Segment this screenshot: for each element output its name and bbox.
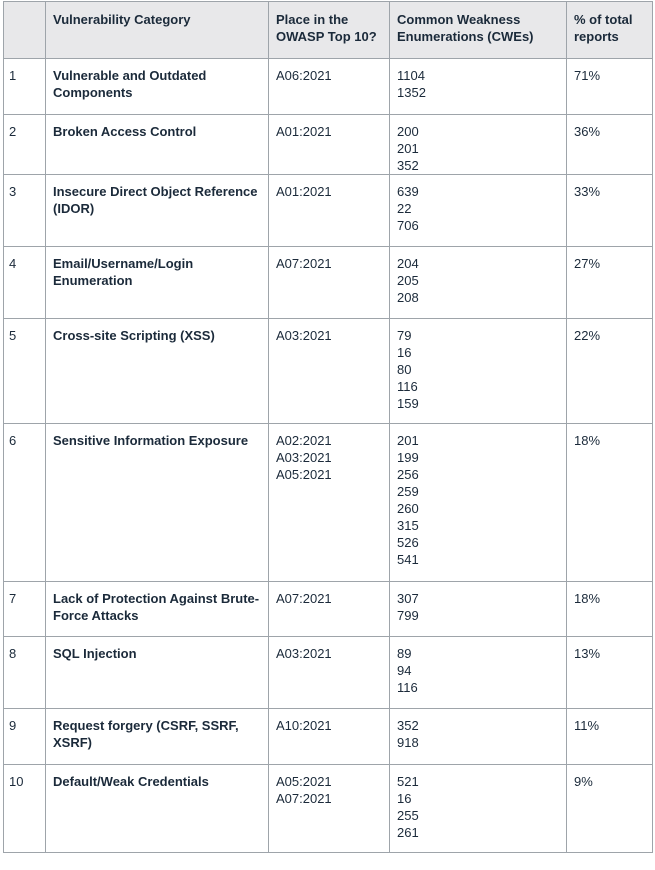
cwe-id: 116 bbox=[397, 680, 418, 695]
row-index: 1 bbox=[9, 68, 17, 83]
cwe-list-cell bbox=[390, 709, 567, 765]
table-row bbox=[4, 115, 653, 175]
owasp-code: A07:2021 bbox=[276, 591, 332, 606]
row-index: 10 bbox=[9, 774, 24, 789]
percent-reports-cell bbox=[567, 319, 653, 424]
percent-value: 13% bbox=[574, 646, 601, 661]
category-name-cont: Enumeration bbox=[53, 273, 133, 288]
category-name-cont: Components bbox=[53, 85, 133, 100]
cwe-id: 116 bbox=[397, 379, 418, 394]
table-row bbox=[4, 175, 653, 247]
owasp-code: A01:2021 bbox=[276, 124, 332, 139]
row-index: 5 bbox=[9, 328, 17, 343]
cwe-id: 918 bbox=[397, 735, 419, 750]
header-index bbox=[4, 2, 46, 59]
header-owasp-place bbox=[269, 2, 390, 59]
owasp-code: A07:2021 bbox=[276, 256, 332, 271]
cwe-id: 521 bbox=[397, 774, 419, 789]
cwe-id: 255 bbox=[397, 808, 419, 823]
category-name-cont: (IDOR) bbox=[53, 201, 95, 216]
percent-value: 11% bbox=[574, 718, 600, 733]
owasp-code: A06:2021 bbox=[276, 68, 332, 83]
percent-value: 71% bbox=[574, 68, 601, 83]
cwe-id: 706 bbox=[397, 218, 419, 233]
cwe-id: 204 bbox=[397, 256, 419, 271]
vulnerability-category-cell bbox=[46, 59, 269, 115]
row-index-cell bbox=[4, 115, 46, 175]
table-header-row bbox=[4, 2, 653, 59]
row-index: 6 bbox=[9, 433, 17, 448]
header-cwe-line1: Common Weakness bbox=[397, 12, 521, 27]
header-owasp-line1: Place in the bbox=[276, 12, 349, 27]
cwe-id: 541 bbox=[397, 552, 419, 567]
row-index: 8 bbox=[9, 646, 17, 661]
vulnerability-category-cell bbox=[46, 709, 269, 765]
owasp-place-cell bbox=[269, 765, 390, 853]
cwe-id: 201 bbox=[397, 433, 419, 448]
header-owasp-line2: OWASP Top 10? bbox=[276, 29, 377, 44]
row-index: 7 bbox=[9, 591, 17, 606]
cwe-list-cell bbox=[390, 582, 567, 637]
cwe-id: 79 bbox=[397, 328, 412, 343]
table-row bbox=[4, 637, 653, 709]
percent-reports-cell bbox=[567, 115, 653, 175]
cwe-list-cell bbox=[390, 247, 567, 319]
vulnerability-category-cell bbox=[46, 424, 269, 582]
percent-reports-cell bbox=[567, 709, 653, 765]
cwe-id: 526 bbox=[397, 535, 419, 550]
row-index-cell bbox=[4, 424, 46, 582]
percent-value: 18% bbox=[574, 433, 601, 448]
owasp-place-cell bbox=[269, 424, 390, 582]
cwe-id: 159 bbox=[397, 396, 419, 411]
row-index-cell bbox=[4, 319, 46, 424]
cwe-id: 16 bbox=[397, 791, 412, 806]
owasp-place-cell bbox=[269, 115, 390, 175]
owasp-place-cell bbox=[269, 175, 390, 247]
table-row bbox=[4, 247, 653, 319]
category-name-cont: Force Attacks bbox=[53, 608, 139, 623]
cwe-id: 639 bbox=[397, 184, 419, 199]
header-pct-line2: reports bbox=[574, 29, 619, 44]
percent-reports-cell bbox=[567, 424, 653, 582]
category-name: Email/Username/Login bbox=[53, 256, 194, 271]
owasp-code: A05:2021 bbox=[276, 774, 332, 789]
owasp-code: A03:2021 bbox=[276, 450, 332, 465]
cwe-id: 16 bbox=[397, 345, 412, 360]
row-index-cell bbox=[4, 582, 46, 637]
percent-value: 18% bbox=[574, 591, 601, 606]
category-name: Insecure Direct Object Reference bbox=[53, 184, 258, 199]
cwe-list-cell bbox=[390, 637, 567, 709]
row-index-cell bbox=[4, 709, 46, 765]
cwe-list-cell bbox=[390, 175, 567, 247]
cwe-id: 94 bbox=[397, 663, 412, 678]
owasp-place-cell bbox=[269, 582, 390, 637]
table-row bbox=[4, 59, 653, 115]
cwe-id: 80 bbox=[397, 362, 412, 377]
table-row bbox=[4, 424, 653, 582]
vulnerability-category-cell bbox=[46, 319, 269, 424]
cwe-list-cell bbox=[390, 115, 567, 175]
header-vulnerability-category bbox=[46, 2, 269, 59]
vulnerability-category-cell bbox=[46, 247, 269, 319]
owasp-code: A10:2021 bbox=[276, 718, 332, 733]
category-name: Sensitive Information Exposure bbox=[53, 433, 249, 448]
row-index-cell bbox=[4, 765, 46, 853]
owasp-place-cell bbox=[269, 247, 390, 319]
cwe-id: 1352 bbox=[397, 85, 426, 100]
header-percent-reports bbox=[567, 2, 653, 59]
cwe-id: 1104 bbox=[397, 68, 425, 83]
table-body bbox=[4, 59, 653, 853]
percent-value: 27% bbox=[574, 256, 601, 271]
percent-value: 36% bbox=[574, 124, 601, 139]
category-name: Broken Access Control bbox=[53, 124, 197, 139]
cwe-id: 799 bbox=[397, 608, 419, 623]
percent-reports-cell bbox=[567, 765, 653, 853]
cwe-id: 89 bbox=[397, 646, 412, 661]
percent-value: 33% bbox=[574, 184, 601, 199]
cwe-id: 260 bbox=[397, 501, 419, 516]
table-row bbox=[4, 765, 653, 853]
cwe-id: 208 bbox=[397, 290, 419, 305]
cwe-id: 200 bbox=[397, 124, 419, 139]
header-pct-line1: % of total bbox=[574, 12, 633, 27]
cwe-id: 315 bbox=[397, 518, 419, 533]
cwe-id: 259 bbox=[397, 484, 419, 499]
category-name-cont: XSRF) bbox=[53, 735, 92, 750]
vulnerability-table bbox=[3, 1, 653, 853]
owasp-place-cell bbox=[269, 637, 390, 709]
cwe-id: 261 bbox=[397, 825, 419, 840]
category-name: Lack of Protection Against Brute- bbox=[53, 591, 260, 606]
owasp-code: A01:2021 bbox=[276, 184, 332, 199]
row-index-cell bbox=[4, 59, 46, 115]
category-name: Default/Weak Credentials bbox=[53, 774, 209, 789]
cwe-id: 352 bbox=[397, 158, 419, 173]
table-row bbox=[4, 582, 653, 637]
header-cwe-line2: Enumerations (CWEs) bbox=[397, 29, 534, 44]
cwe-list-cell bbox=[390, 59, 567, 115]
category-name: SQL Injection bbox=[53, 646, 137, 661]
owasp-code: A02:2021 bbox=[276, 433, 332, 448]
cwe-list-cell bbox=[390, 319, 567, 424]
cwe-id: 352 bbox=[397, 718, 419, 733]
percent-value: 9% bbox=[574, 774, 593, 789]
vulnerability-category-cell bbox=[46, 115, 269, 175]
cwe-id: 307 bbox=[397, 591, 419, 606]
cwe-id: 199 bbox=[397, 450, 419, 465]
row-index-cell bbox=[4, 175, 46, 247]
owasp-place-cell bbox=[269, 319, 390, 424]
row-index: 2 bbox=[9, 124, 17, 139]
category-name: Vulnerable and Outdated bbox=[53, 68, 207, 83]
owasp-code: A03:2021 bbox=[276, 328, 332, 343]
percent-value: 22% bbox=[574, 328, 601, 343]
cwe-id: 256 bbox=[397, 467, 419, 482]
owasp-place-cell bbox=[269, 709, 390, 765]
row-index: 3 bbox=[9, 184, 17, 199]
cwe-id: 201 bbox=[397, 141, 419, 156]
vulnerability-category-cell bbox=[46, 765, 269, 853]
category-name: Request forgery (CSRF, SSRF, bbox=[53, 718, 239, 733]
header-category-label: Vulnerability Category bbox=[53, 12, 191, 27]
percent-reports-cell bbox=[567, 175, 653, 247]
table-row bbox=[4, 709, 653, 765]
cwe-id: 205 bbox=[397, 273, 419, 288]
vulnerability-category-cell bbox=[46, 175, 269, 247]
header-cwes bbox=[390, 2, 567, 59]
owasp-code: A07:2021 bbox=[276, 791, 332, 806]
row-index-cell bbox=[4, 637, 46, 709]
cwe-list-cell bbox=[390, 424, 567, 582]
vulnerability-category-cell bbox=[46, 637, 269, 709]
percent-reports-cell bbox=[567, 247, 653, 319]
owasp-place-cell bbox=[269, 59, 390, 115]
row-index: 9 bbox=[9, 718, 17, 733]
percent-reports-cell bbox=[567, 59, 653, 115]
percent-reports-cell bbox=[567, 637, 653, 709]
vulnerability-category-cell bbox=[46, 582, 269, 637]
owasp-code: A03:2021 bbox=[276, 646, 332, 661]
row-index: 4 bbox=[9, 256, 17, 271]
cwe-id: 22 bbox=[397, 201, 412, 216]
table-row bbox=[4, 319, 653, 424]
owasp-code: A05:2021 bbox=[276, 467, 332, 482]
cwe-list-cell bbox=[390, 765, 567, 853]
percent-reports-cell bbox=[567, 582, 653, 637]
category-name: Cross-site Scripting (XSS) bbox=[53, 328, 215, 343]
row-index-cell bbox=[4, 247, 46, 319]
